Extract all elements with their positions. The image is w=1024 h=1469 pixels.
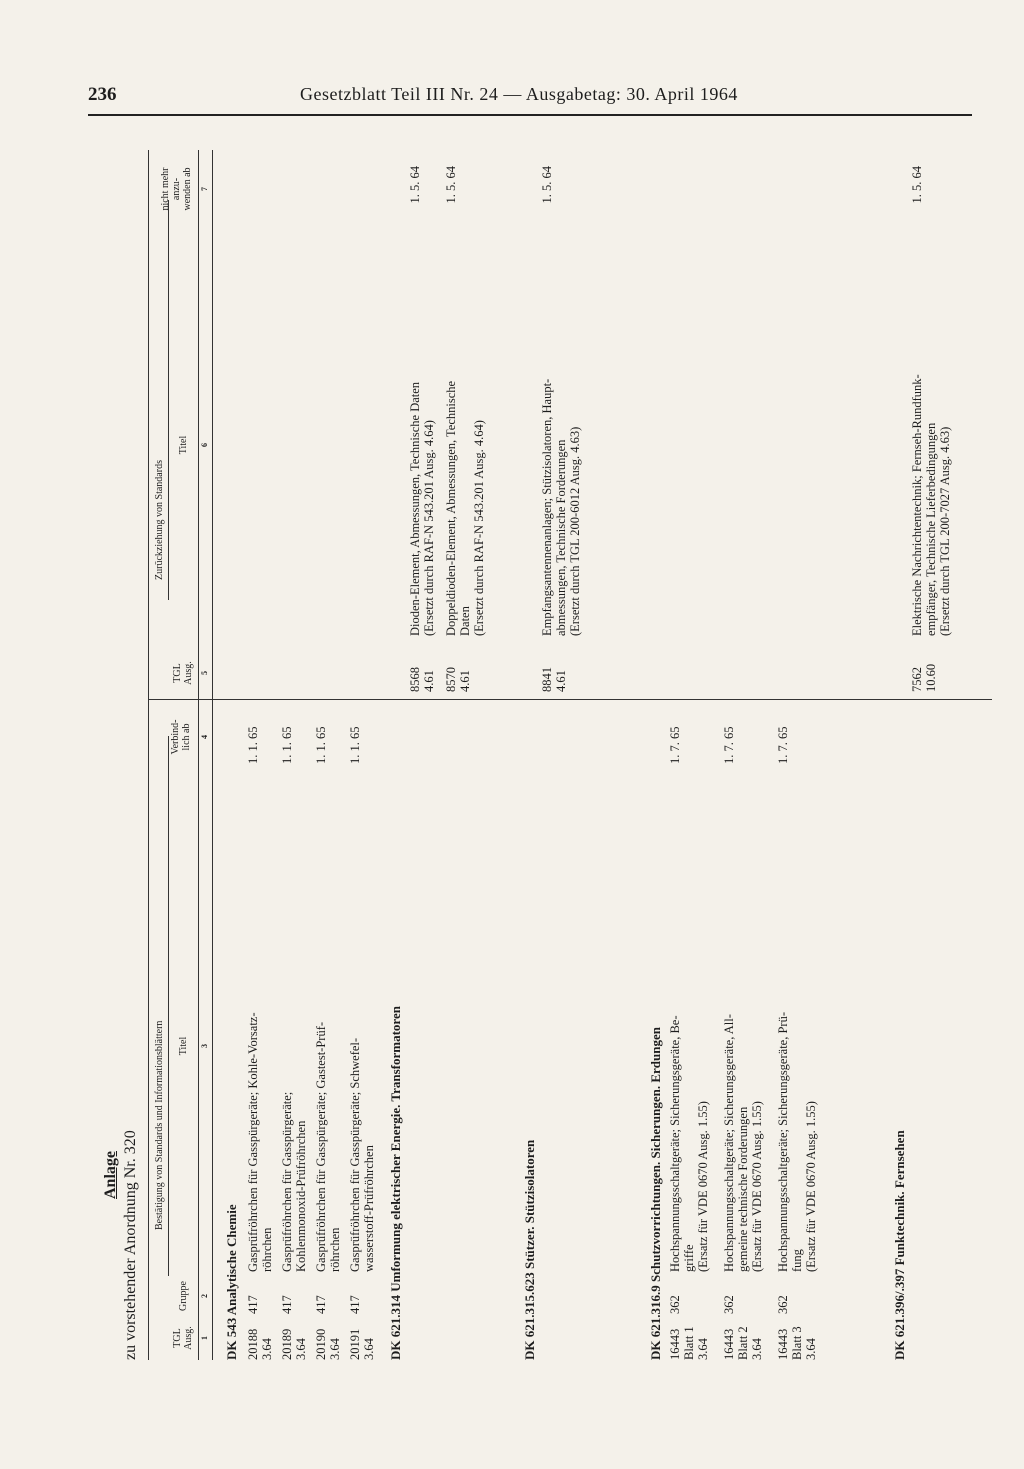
row-verbindlich-ab: 1. 7. 65 <box>776 726 790 764</box>
dk-heading-analytische-chemie: DK 543 Analytische Chemie <box>224 1204 239 1360</box>
withdrawn-titel: Elektrische Nachrichtentechnik; Fernseh-Rundfunk- empfänger, Technische Lieferbedingungen (Ersetzt durch TGL 200-7027 Ausg. 4.63) <box>910 374 952 636</box>
col-header-7: nicht mehr anzu- wenden ab <box>160 167 193 211</box>
col-number-6: 6 <box>200 443 209 447</box>
row-verbindlich-ab: 1. 1. 65 <box>314 726 328 764</box>
section-divider <box>148 699 992 700</box>
row-titel: Gasprüfröhrchen für Gasspürgeräte; Schwefel- wasserstoff-Prüfröhrchen <box>348 1037 376 1272</box>
row-gruppe: 417 <box>280 1295 294 1314</box>
col-header-2: Gruppe <box>178 1281 189 1311</box>
row-verbindlich-ab: 1. 7. 65 <box>668 726 682 764</box>
row-verbindlich-ab: 1. 7. 65 <box>722 726 736 764</box>
row-tgl: 20188 3.64 <box>246 1328 274 1360</box>
row-gruppe: 417 <box>246 1295 260 1314</box>
section-right-rule <box>168 200 169 600</box>
row-verbindlich-ab: 1. 1. 65 <box>246 726 260 764</box>
withdrawn-tgl: 7562 10.60 <box>910 663 938 692</box>
row-titel: Hochspannungsschaltgeräte; Sicherungsgeräte, All- gemeine technische Forderungen (Ersatz für VDE 0670 Ausg. 1.55) <box>722 1014 764 1272</box>
row-verbindlich-ab: 1. 1. 65 <box>348 726 362 764</box>
row-titel: Gasprüfröhrchen für Gasspürgeräte; Kohle-Vorsatz- röhrchen <box>246 1012 274 1272</box>
row-tgl: 20190 3.64 <box>314 1328 342 1360</box>
section-heading-withdrawal: Zurückziehung von Standards <box>154 460 165 580</box>
col-number-2: 2 <box>200 1294 209 1298</box>
withdrawn-titel: Doppeldioden-Element, Abmessungen, Technische Daten (Ersetzt durch RAF-N 543.201 Ausg. 4.64) <box>444 380 486 636</box>
row-gruppe: 362 <box>776 1295 790 1314</box>
withdrawn-tgl: 8570 4.61 <box>444 667 472 692</box>
withdrawn-titel: Dioden-Element, Abmessungen, Technische Daten (Ersetzt durch RAF-N 543.201 Ausg. 4.64) <box>408 381 436 636</box>
withdrawn-ab: 1. 5. 64 <box>408 166 422 204</box>
row-tgl: 16443 Blatt 2 3.64 <box>722 1326 764 1360</box>
withdrawn-ab: 1. 5. 64 <box>540 166 554 204</box>
col-header-6: Titel <box>178 435 189 455</box>
colnum-bottom-rule <box>212 150 213 1360</box>
col-number-7: 7 <box>200 187 209 191</box>
page-header <box>88 84 972 116</box>
row-titel: Gasprüfröhrchen für Gasspürgeräte; Gastest-Prüf- röhrchen <box>314 1021 342 1272</box>
col-header-3: Titel <box>178 1036 189 1056</box>
anlage-subtitle: zu vorstehender Anordnung Nr. 320 <box>122 1130 139 1360</box>
col-number-5: 5 <box>200 671 209 675</box>
row-titel: Gasprüfröhrchen für Gasspürgeräte; Kohlenmonoxid-Prüfröhrchen <box>280 1091 308 1272</box>
page-title: Gesetzblatt Teil III Nr. 24 — Ausgabetag: 30. April 1964 <box>300 84 738 104</box>
withdrawn-ab: 1. 5. 64 <box>910 166 924 204</box>
row-gruppe: 362 <box>722 1295 736 1314</box>
col-header-4: Verbind- lich ab <box>170 719 192 755</box>
section-heading-confirmation: Bestätigung von Standards und Informationsblättern <box>154 1020 165 1230</box>
row-verbindlich-ab: 1. 1. 65 <box>280 726 294 764</box>
table-top-rule <box>148 150 149 1360</box>
col-number-1: 1 <box>200 1336 209 1340</box>
row-titel: Hochspannungsschaltgeräte; Sicherungsgeräte, Be- griffe (Ersatz für VDE 0670 Ausg. 1.55) <box>668 1015 710 1272</box>
dk-heading-funktechnik: DK 621.396/.397 Funktechnik. Fernsehen <box>892 1130 907 1360</box>
row-titel: Hochspannungsschaltgeräte; Sicherungsgeräte, Prü- fung (Ersatz für VDE 0670 Ausg. 1.55) <box>776 1012 818 1272</box>
row-gruppe: 362 <box>668 1295 682 1314</box>
dk-heading-schutzvorrichtungen: DK 621.316.9 Schutzvorrichtungen. Sicherungen. Erdungen <box>648 1027 663 1360</box>
anlage-title: Anlage <box>102 1151 119 1199</box>
row-tgl: 20191 3.64 <box>348 1328 376 1360</box>
header-bottom-rule <box>198 150 199 1360</box>
dk-heading-stuetzisolatoren: DK 621.315.623 Stützer. Stützisolatoren <box>522 1139 537 1360</box>
row-gruppe: 417 <box>314 1295 328 1314</box>
withdrawn-tgl: 8568 4.61 <box>408 667 436 692</box>
col-number-3: 3 <box>200 1044 209 1048</box>
row-tgl: 16443 Blatt 1 3.64 <box>668 1326 710 1360</box>
section-left-rule <box>168 736 169 1276</box>
row-tgl: 16443 Blatt 3 3.64 <box>776 1326 818 1360</box>
col-header-1: TGL Ausg. <box>172 1326 194 1350</box>
rotated-table-page <box>102 150 992 1360</box>
row-tgl: 20189 3.64 <box>280 1328 308 1360</box>
withdrawn-ab: 1. 5. 64 <box>444 166 458 204</box>
dk-heading-transformatoren: DK 621.314 Umformung elektrischer Energie. Transformatoren <box>388 1006 403 1360</box>
col-number-4: 4 <box>200 735 209 739</box>
row-gruppe: 417 <box>348 1295 362 1314</box>
page-number: 236 <box>88 84 117 105</box>
withdrawn-tgl: 8841 4.61 <box>540 667 568 692</box>
col-header-5: TGL Ausg. <box>172 661 194 685</box>
withdrawn-titel: Empfangsantennenanlagen; Stützisolatoren, Haupt- abmessungen, Technische Forderungen (Ersetzt durch TGL 200-6012 Ausg. 4.63) <box>540 378 582 636</box>
